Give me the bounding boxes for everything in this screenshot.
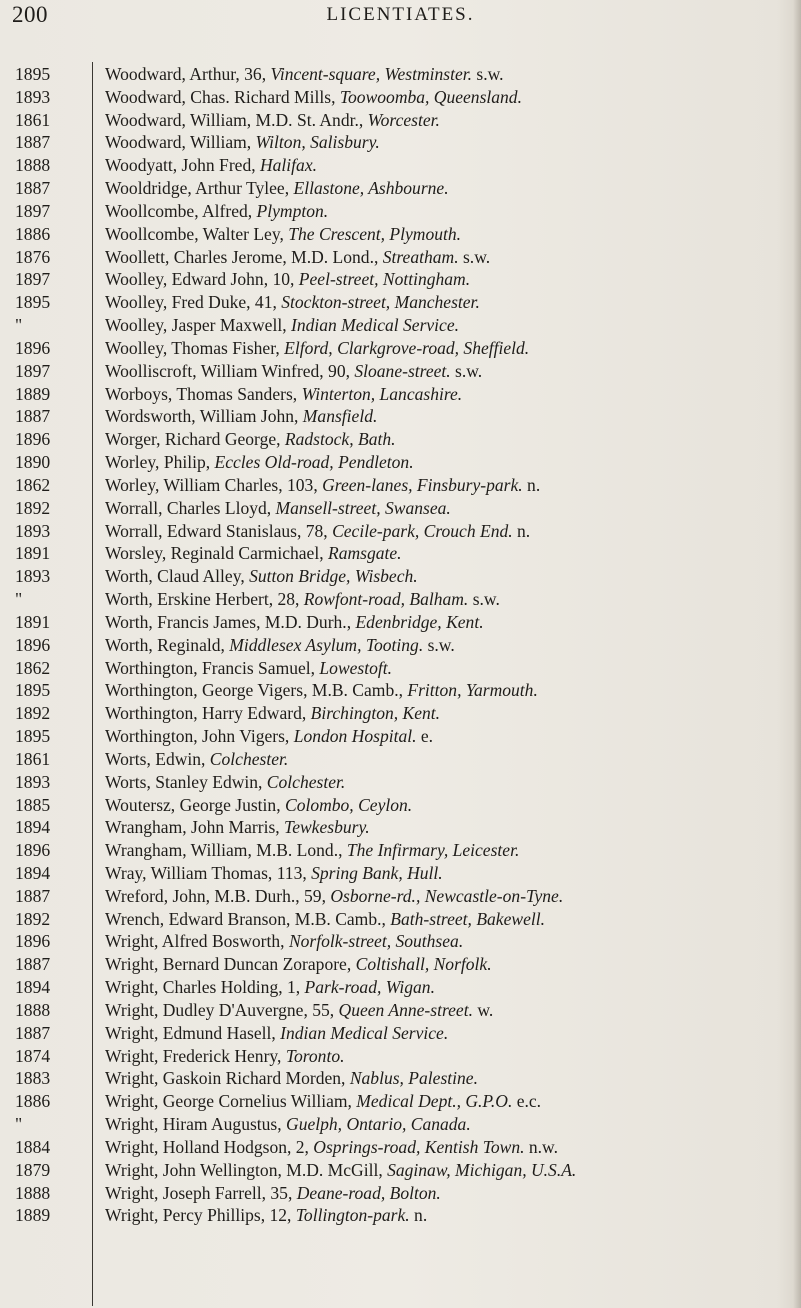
entry-address: Birchington, Kent. <box>310 703 441 724</box>
entry-name: Wray, William Thomas, 113, <box>105 862 312 883</box>
entry-year: 1887 <box>15 885 51 906</box>
list-item <box>105 1159 791 1182</box>
entry-year: 1896 <box>15 840 51 861</box>
entry-address: Radstock, Bath. <box>284 429 396 450</box>
entry-address: Halifax. <box>259 155 317 176</box>
entry-address: Worcester. <box>367 109 440 130</box>
entry-year: 1874 <box>15 1045 51 1066</box>
entry-name: Wright, Hiram Augustus, <box>105 1114 287 1135</box>
entry-year: 1896 <box>15 337 51 358</box>
entry-name: Wright, John Wellington, M.D. McGill, <box>105 1159 388 1180</box>
list-item <box>105 1204 791 1227</box>
entry-name: Wright, Charles Holding, 1, <box>105 977 305 998</box>
entry-address: Cecile-park, Crouch End. <box>332 520 513 541</box>
list-item <box>105 109 791 132</box>
entry-address: Park-road, Wigan. <box>304 977 435 998</box>
entry-name: Woodward, William, <box>105 132 256 153</box>
list-item <box>105 86 791 109</box>
entry-year: 1895 <box>15 292 51 313</box>
entry-year: 1886 <box>15 1091 51 1112</box>
entry-address: Colchester. <box>209 748 289 769</box>
list-item <box>105 542 791 565</box>
entry-name: Wright, Bernard Duncan Zorapore, <box>105 954 356 975</box>
entry-year: 1889 <box>15 1205 51 1226</box>
entry-year: 1897 <box>15 269 51 290</box>
entry-address: Queen Anne-street. <box>338 999 473 1020</box>
entry-year: 1887 <box>15 954 51 975</box>
entry-year: 1891 <box>15 543 51 564</box>
entry-year: " <box>15 315 23 336</box>
entry-name: Woodyatt, John Fred, <box>105 155 260 176</box>
entry-address: Deane-road, Bolton. <box>296 1182 441 1203</box>
entry-name: Wright, Dudley D'Auvergne, 55, <box>105 999 339 1020</box>
entry-year: " <box>15 1114 23 1135</box>
entry-year: 1893 <box>15 566 51 587</box>
entry-year: 1896 <box>15 634 51 655</box>
entry-year: 1886 <box>15 223 51 244</box>
entry-address: Fritton, Yarmouth. <box>407 680 538 701</box>
list-item <box>105 474 791 497</box>
entry-name: Woolley, Thomas Fisher, <box>105 337 285 358</box>
entry-district: n.w. <box>524 1136 558 1157</box>
entry-address: Medical Dept., G.P.O. <box>356 1091 513 1112</box>
entry-name: Worth, Erskine Herbert, 28, <box>105 589 304 610</box>
entry-name: Woodward, Chas. Richard Mills, <box>105 86 340 107</box>
entry-name: Woutersz, George Justin, <box>105 794 285 815</box>
list-item <box>105 268 791 291</box>
entry-name: Worts, Edwin, <box>105 748 210 769</box>
entry-address: Tollington-park. <box>295 1205 410 1226</box>
entry-name: Wright, Frederick Henry, <box>105 1045 286 1066</box>
entry-district: s.w. <box>468 589 500 610</box>
entry-address: Indian Medical Service. <box>280 1022 449 1043</box>
entry-name: Wright, Gaskoin Richard Morden, <box>105 1068 350 1089</box>
entry-address: Vincent-square, Westminster. <box>270 64 473 84</box>
list-item <box>105 451 791 474</box>
entry-name: Worrall, Edward Stanislaus, 78, <box>105 520 333 541</box>
entry-year: 1879 <box>15 1159 51 1180</box>
list-item <box>105 131 791 154</box>
entry-address: Colchester. <box>266 771 346 792</box>
list-item <box>105 634 791 657</box>
entry-year: 1895 <box>15 726 51 747</box>
entry-name: Woolliscroft, William Winfred, 90, <box>105 360 355 381</box>
entry-name: Wrench, Edward Branson, M.B. Camb., <box>105 908 391 929</box>
list-item <box>105 520 791 543</box>
list-item <box>105 771 791 794</box>
page-header <box>0 0 801 30</box>
list-item <box>105 428 791 451</box>
list-item <box>105 908 791 931</box>
list-item <box>105 1022 791 1045</box>
list-item <box>105 383 791 406</box>
entry-address: Elford, Clarkgrove-road, Sheffield. <box>284 337 530 358</box>
list-item <box>105 1067 791 1090</box>
entry-name: Worboys, Thomas Sanders, <box>105 383 302 404</box>
entry-year: 1893 <box>15 86 51 107</box>
entry-year: 1891 <box>15 611 51 632</box>
list-item <box>105 177 791 200</box>
year-column <box>15 63 87 1305</box>
entry-district: s.w. <box>450 360 483 381</box>
entry-name: Woolley, Jasper Maxwell, <box>105 315 291 336</box>
list-item <box>105 885 791 908</box>
entry-name: Worthington, John Vigers, <box>105 726 294 747</box>
list-item <box>105 1045 791 1068</box>
entry-address: Bath-street, Bakewell. <box>390 908 546 929</box>
entry-address: Lowestoft. <box>319 657 393 678</box>
entry-name: Wright, Edmund Hasell, <box>105 1022 281 1043</box>
entry-year: 1896 <box>15 931 51 952</box>
column-rule <box>92 62 93 1306</box>
entry-year: 1883 <box>15 1068 51 1089</box>
running-title: LICENTIATES. <box>326 4 475 25</box>
entry-year: 1892 <box>15 497 51 518</box>
entry-address: Saginaw, Michigan, U.S.A. <box>387 1159 577 1180</box>
list-item <box>105 565 791 588</box>
entry-address: Stockton-street, Manchester. <box>281 292 480 313</box>
entry-address: The Crescent, Plymouth. <box>288 223 462 244</box>
list-item <box>105 953 791 976</box>
list-item <box>105 1113 791 1136</box>
entry-address: Nablus, Palestine. <box>349 1068 478 1089</box>
list-item <box>105 816 791 839</box>
entry-year: 1897 <box>15 200 51 221</box>
entry-address: Eccles Old-road, Pendleton. <box>214 452 414 473</box>
list-item <box>105 611 791 634</box>
page-edge-shadow <box>793 0 801 1308</box>
entry-address: Norfolk-street, Southsea. <box>288 931 464 952</box>
entry-year: 1894 <box>15 977 51 998</box>
entry-name: Worger, Richard George, <box>105 429 285 450</box>
entry-name: Worthington, George Vigers, M.B. Camb., <box>105 680 408 701</box>
entry-year: 1862 <box>15 474 51 495</box>
entry-address: Ramsgate. <box>327 543 402 564</box>
entry-district: s.w. <box>472 64 504 84</box>
entry-year: 1892 <box>15 703 51 724</box>
entry-district: s.w. <box>423 634 455 655</box>
entry-year: 1887 <box>15 178 51 199</box>
entry-name: Worsley, Reginald Carmichael, <box>105 543 328 564</box>
list-item <box>105 588 791 611</box>
list-item <box>105 839 791 862</box>
entry-name: Wright, Joseph Farrell, 35, <box>105 1182 297 1203</box>
entry-district: s.w. <box>458 246 491 267</box>
entry-district: n. <box>512 520 531 541</box>
entry-name: Worth, Claud Alley, <box>105 566 250 587</box>
list-item <box>105 314 791 337</box>
entry-address: Mansell-street, Swansea. <box>275 497 451 518</box>
list-item <box>105 999 791 1022</box>
entry-name: Wreford, John, M.B. Durh., 59, <box>105 885 331 906</box>
entry-year: 1887 <box>15 132 51 153</box>
entry-address: Indian Medical Service. <box>290 315 460 336</box>
list-item <box>105 862 791 885</box>
list-item <box>105 63 791 86</box>
entry-address: Plympton. <box>256 200 329 221</box>
list-item <box>105 725 791 748</box>
entry-name: Worthington, Francis Samuel, <box>105 657 320 678</box>
entry-year: 1884 <box>15 1136 51 1157</box>
entry-year: 1861 <box>15 748 51 769</box>
list-item <box>105 679 791 702</box>
list-item <box>105 1136 791 1159</box>
list-item <box>105 794 791 817</box>
page-number: 200 <box>12 2 48 27</box>
entry-year: 1885 <box>15 794 51 815</box>
entry-address: Toronto. <box>285 1045 345 1066</box>
entry-address: Osprings-road, Kentish Town. <box>313 1136 525 1157</box>
entry-list <box>105 63 791 1227</box>
entry-year: 1889 <box>15 383 51 404</box>
entry-address: The Infirmary, Leicester. <box>346 840 520 861</box>
entry-district: n. <box>409 1205 428 1226</box>
entry-name: Woollcombe, Walter Ley, <box>105 223 289 244</box>
list-item <box>105 1090 791 1113</box>
entry-address: Green-lanes, Finsbury-park. <box>322 474 523 495</box>
entry-address: Wilton, Salisbury. <box>255 132 380 153</box>
entry-name: Worth, Reginald, <box>105 634 230 655</box>
entry-district: e. <box>416 726 434 747</box>
entry-name: Worrall, Charles Lloyd, <box>105 497 276 518</box>
entry-year: 1888 <box>15 999 51 1020</box>
entry-address: Tewkesbury. <box>284 817 370 838</box>
entry-address: Osborne-rd., Newcastle-on-Tyne. <box>330 885 564 906</box>
entry-address: Sutton Bridge, Wisbech. <box>249 566 418 587</box>
entry-year: 1887 <box>15 1022 51 1043</box>
entry-year: 1895 <box>15 680 51 701</box>
list-item <box>105 246 791 269</box>
entry-year: 1894 <box>15 862 51 883</box>
entry-name: Wright, Percy Phillips, 12, <box>105 1205 296 1226</box>
list-item <box>105 702 791 725</box>
entry-address: Middlesex Asylum, Tooting. <box>229 634 424 655</box>
entry-year: " <box>15 589 23 610</box>
list-item <box>105 1182 791 1205</box>
entry-address: Mansfield. <box>302 406 378 427</box>
entry-address: Streatham. <box>382 246 459 267</box>
list-item <box>105 976 791 999</box>
entry-address: Toowoomba, Queensland. <box>339 86 522 107</box>
entry-name: Wrangham, William, M.B. Lond., <box>105 840 347 861</box>
entry-name: Wright, Alfred Bosworth, <box>105 931 289 952</box>
entry-name: Woodward, Arthur, 36, <box>105 64 271 84</box>
entry-address: Ellastone, Ashbourne. <box>293 178 449 199</box>
list-item <box>105 154 791 177</box>
entry-year: 1894 <box>15 817 51 838</box>
entry-year: 1890 <box>15 452 51 473</box>
list-item <box>105 360 791 383</box>
entry-name: Woollett, Charles Jerome, M.D. Lond., <box>105 246 383 267</box>
entry-year: 1888 <box>15 1182 51 1203</box>
entry-year: 1896 <box>15 429 51 450</box>
entry-name: Woollcombe, Alfred, <box>105 200 257 221</box>
entry-name: Worth, Francis James, M.D. Durh., <box>105 611 356 632</box>
entry-name: Wrangham, John Marris, <box>105 817 285 838</box>
entry-name: Worthington, Harry Edward, <box>105 703 311 724</box>
entry-year: 1892 <box>15 908 51 929</box>
entry-address: London Hospital. <box>293 726 417 747</box>
entry-name: Wooldridge, Arthur Tylee, <box>105 178 294 199</box>
entry-address: Coltishall, Norfolk. <box>355 954 492 975</box>
entry-name: Worley, William Charles, 103, <box>105 474 323 495</box>
entry-name: Wordsworth, William John, <box>105 406 303 427</box>
entry-district: e.c. <box>512 1091 542 1112</box>
entry-year: 1888 <box>15 155 51 176</box>
entry-address: Colombo, Ceylon. <box>284 794 413 815</box>
list-item <box>105 657 791 680</box>
entry-address: Spring Bank, Hull. <box>311 862 443 883</box>
list-item <box>105 223 791 246</box>
entry-year: 1861 <box>15 109 51 130</box>
entry-name: Woolley, Edward John, 10, <box>105 269 299 290</box>
entry-year: 1893 <box>15 520 51 541</box>
entry-name: Worts, Stanley Edwin, <box>105 771 267 792</box>
entry-district: w. <box>472 999 494 1020</box>
list-item <box>105 200 791 223</box>
list-item <box>105 337 791 360</box>
entry-address: Edenbridge, Kent. <box>355 611 484 632</box>
list-item <box>105 748 791 771</box>
entry-year: 1876 <box>15 246 51 267</box>
entry-name: Woolley, Fred Duke, 41, <box>105 292 282 313</box>
entry-year: 1862 <box>15 657 51 678</box>
entry-district: n. <box>522 474 541 495</box>
entry-year: 1897 <box>15 360 51 381</box>
list-item <box>105 291 791 314</box>
entry-year: 1895 <box>15 64 51 84</box>
entry-name: Wright, Holland Hodgson, 2, <box>105 1136 314 1157</box>
entry-address: Peel-street, Nottingham. <box>298 269 471 290</box>
list-item <box>105 405 791 428</box>
entry-address: Winterton, Lancashire. <box>301 383 463 404</box>
list-item <box>105 930 791 953</box>
entry-name: Worley, Philip, <box>105 452 215 473</box>
entry-name: Wright, George Cornelius William, <box>105 1091 357 1112</box>
entry-year: 1893 <box>15 771 51 792</box>
entry-address: Sloane-street. <box>354 360 451 381</box>
entry-name: Woodward, William, M.D. St. Andr., <box>105 109 368 130</box>
entry-address: Rowfont-road, Balham. <box>303 589 469 610</box>
list-item <box>105 497 791 520</box>
entry-year: 1887 <box>15 406 51 427</box>
entry-address: Guelph, Ontario, Canada. <box>286 1114 471 1135</box>
